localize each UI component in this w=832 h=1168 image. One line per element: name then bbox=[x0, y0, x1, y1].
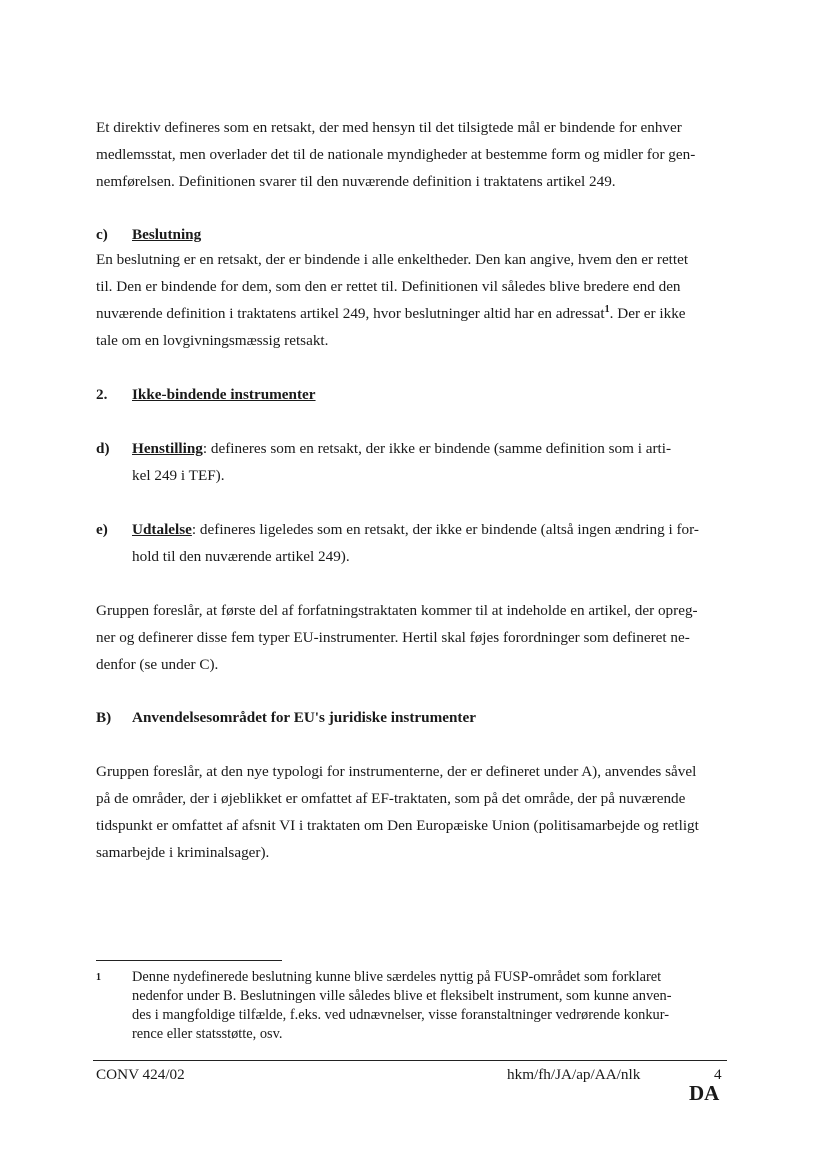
item-text: : defineres ligeledes som en retsakt, der ikke er bindende (altså ingen ændring i for- bbox=[191, 521, 699, 538]
text-line: på de områder, der i øjeblikket er omfattet af EF-traktaten, som på det område, der på nuværende bbox=[96, 790, 686, 807]
page-number: 4 bbox=[714, 1066, 722, 1083]
section-c-paragraph bbox=[96, 246, 718, 354]
document-reference: CONV 424/02 bbox=[96, 1066, 185, 1083]
section-title: Ikke-bindende instrumenter bbox=[132, 386, 316, 403]
text-line: ner og definerer disse fem typer EU-instrumenter. Hertil skal føjes forordninger som defineret ne- bbox=[96, 629, 690, 646]
text-line: En beslutning er en retsakt, der er bindende i alle enkeltheder. Den kan angive, hvem den er rettet bbox=[96, 251, 689, 268]
text-line: Et direktiv defineres som en retsakt, der med hensyn til det tilsigtede mål er bindende for enhver bbox=[96, 119, 682, 136]
item-continuation: kel 249 i TEF). bbox=[132, 467, 225, 484]
section-title: Anvendelsesområdet for EU's juridiske instrumenter bbox=[132, 709, 476, 726]
text-line: denfor (se under C). bbox=[96, 656, 219, 673]
text-line: samarbejde i kriminalsager). bbox=[96, 844, 270, 861]
footer-separator bbox=[93, 1060, 727, 1061]
text-line: nedenfor under B. Beslutningen ville således blive et fleksibelt instrument, som kunne anven- bbox=[132, 988, 672, 1004]
text-line bbox=[96, 300, 718, 327]
author-reference: hkm/fh/JA/ap/AA/nlk bbox=[507, 1066, 641, 1083]
section-number: c) bbox=[96, 226, 108, 243]
footnote bbox=[96, 968, 736, 1044]
item-text: : defineres som en retsakt, der ikke er bindende (samme definition som i arti- bbox=[202, 440, 672, 457]
text-line: nemførelsen. Definitionen svarer til den nuværende definition i traktatens artikel 249. bbox=[96, 173, 616, 190]
language-code: DA bbox=[689, 1081, 720, 1105]
intro-paragraph bbox=[96, 114, 718, 195]
section-b-paragraph bbox=[96, 758, 718, 866]
item-continuation: hold til den nuværende artikel 249). bbox=[132, 548, 350, 565]
section-number: 2. bbox=[96, 386, 108, 403]
text-line: Gruppen foreslår, at første del af forfatningstraktaten kommer til at indeholde en artikel, der opreg- bbox=[96, 602, 698, 619]
item-number: d) bbox=[96, 440, 110, 457]
text-line: til. Den er bindende for dem, som den er rettet til. Definitionen vil således blive bredere end den bbox=[96, 278, 681, 295]
item-e bbox=[96, 516, 699, 570]
footnote-separator bbox=[96, 960, 282, 961]
section-number: B) bbox=[96, 709, 112, 726]
text-line: Denne nydefinerede beslutning kunne blive særdeles nyttig på FUSP-området som forklaret bbox=[132, 969, 662, 985]
section-title: Beslutning bbox=[132, 226, 202, 243]
text-line: medlemsstat, men overlader det til de nationale myndigheder at bestemme form og midler for gen- bbox=[96, 146, 696, 163]
footnote-number: 1 bbox=[96, 972, 101, 983]
text-line: des i mangfoldige tilfælde, f.eks. ved udnævnelser, visse foranstaltninger vedrørende konkur- bbox=[132, 1007, 670, 1023]
text-line: Gruppen foreslår, at den nye typologi for instrumenterne, der er defineret under A), anvendes såvel bbox=[96, 763, 697, 780]
item-term: Henstilling bbox=[132, 440, 203, 457]
footnote-reference[interactable]: 1 bbox=[604, 303, 610, 315]
section-c-heading bbox=[96, 225, 201, 245]
item-d bbox=[96, 435, 671, 489]
section-b-heading bbox=[96, 708, 476, 728]
text-segment: nuværende definition i traktatens artikel 249, hvor beslutninger altid har en adressat bbox=[96, 305, 605, 322]
text-line: tidspunkt er omfattet af afsnit VI i traktaten om Den Europæiske Union (politisamarbejde og retligt bbox=[96, 817, 699, 834]
text-line: tale om en lovgivningsmæssig retsakt. bbox=[96, 332, 329, 349]
text-segment: . Der er ikke bbox=[609, 305, 686, 322]
footnote-text bbox=[132, 968, 736, 1044]
item-term: Udtalelse bbox=[132, 521, 192, 538]
text-line: rence eller statsstøtte, osv. bbox=[132, 1026, 283, 1042]
section-2-heading bbox=[96, 385, 316, 405]
item-number: e) bbox=[96, 521, 108, 538]
group-paragraph bbox=[96, 597, 718, 678]
